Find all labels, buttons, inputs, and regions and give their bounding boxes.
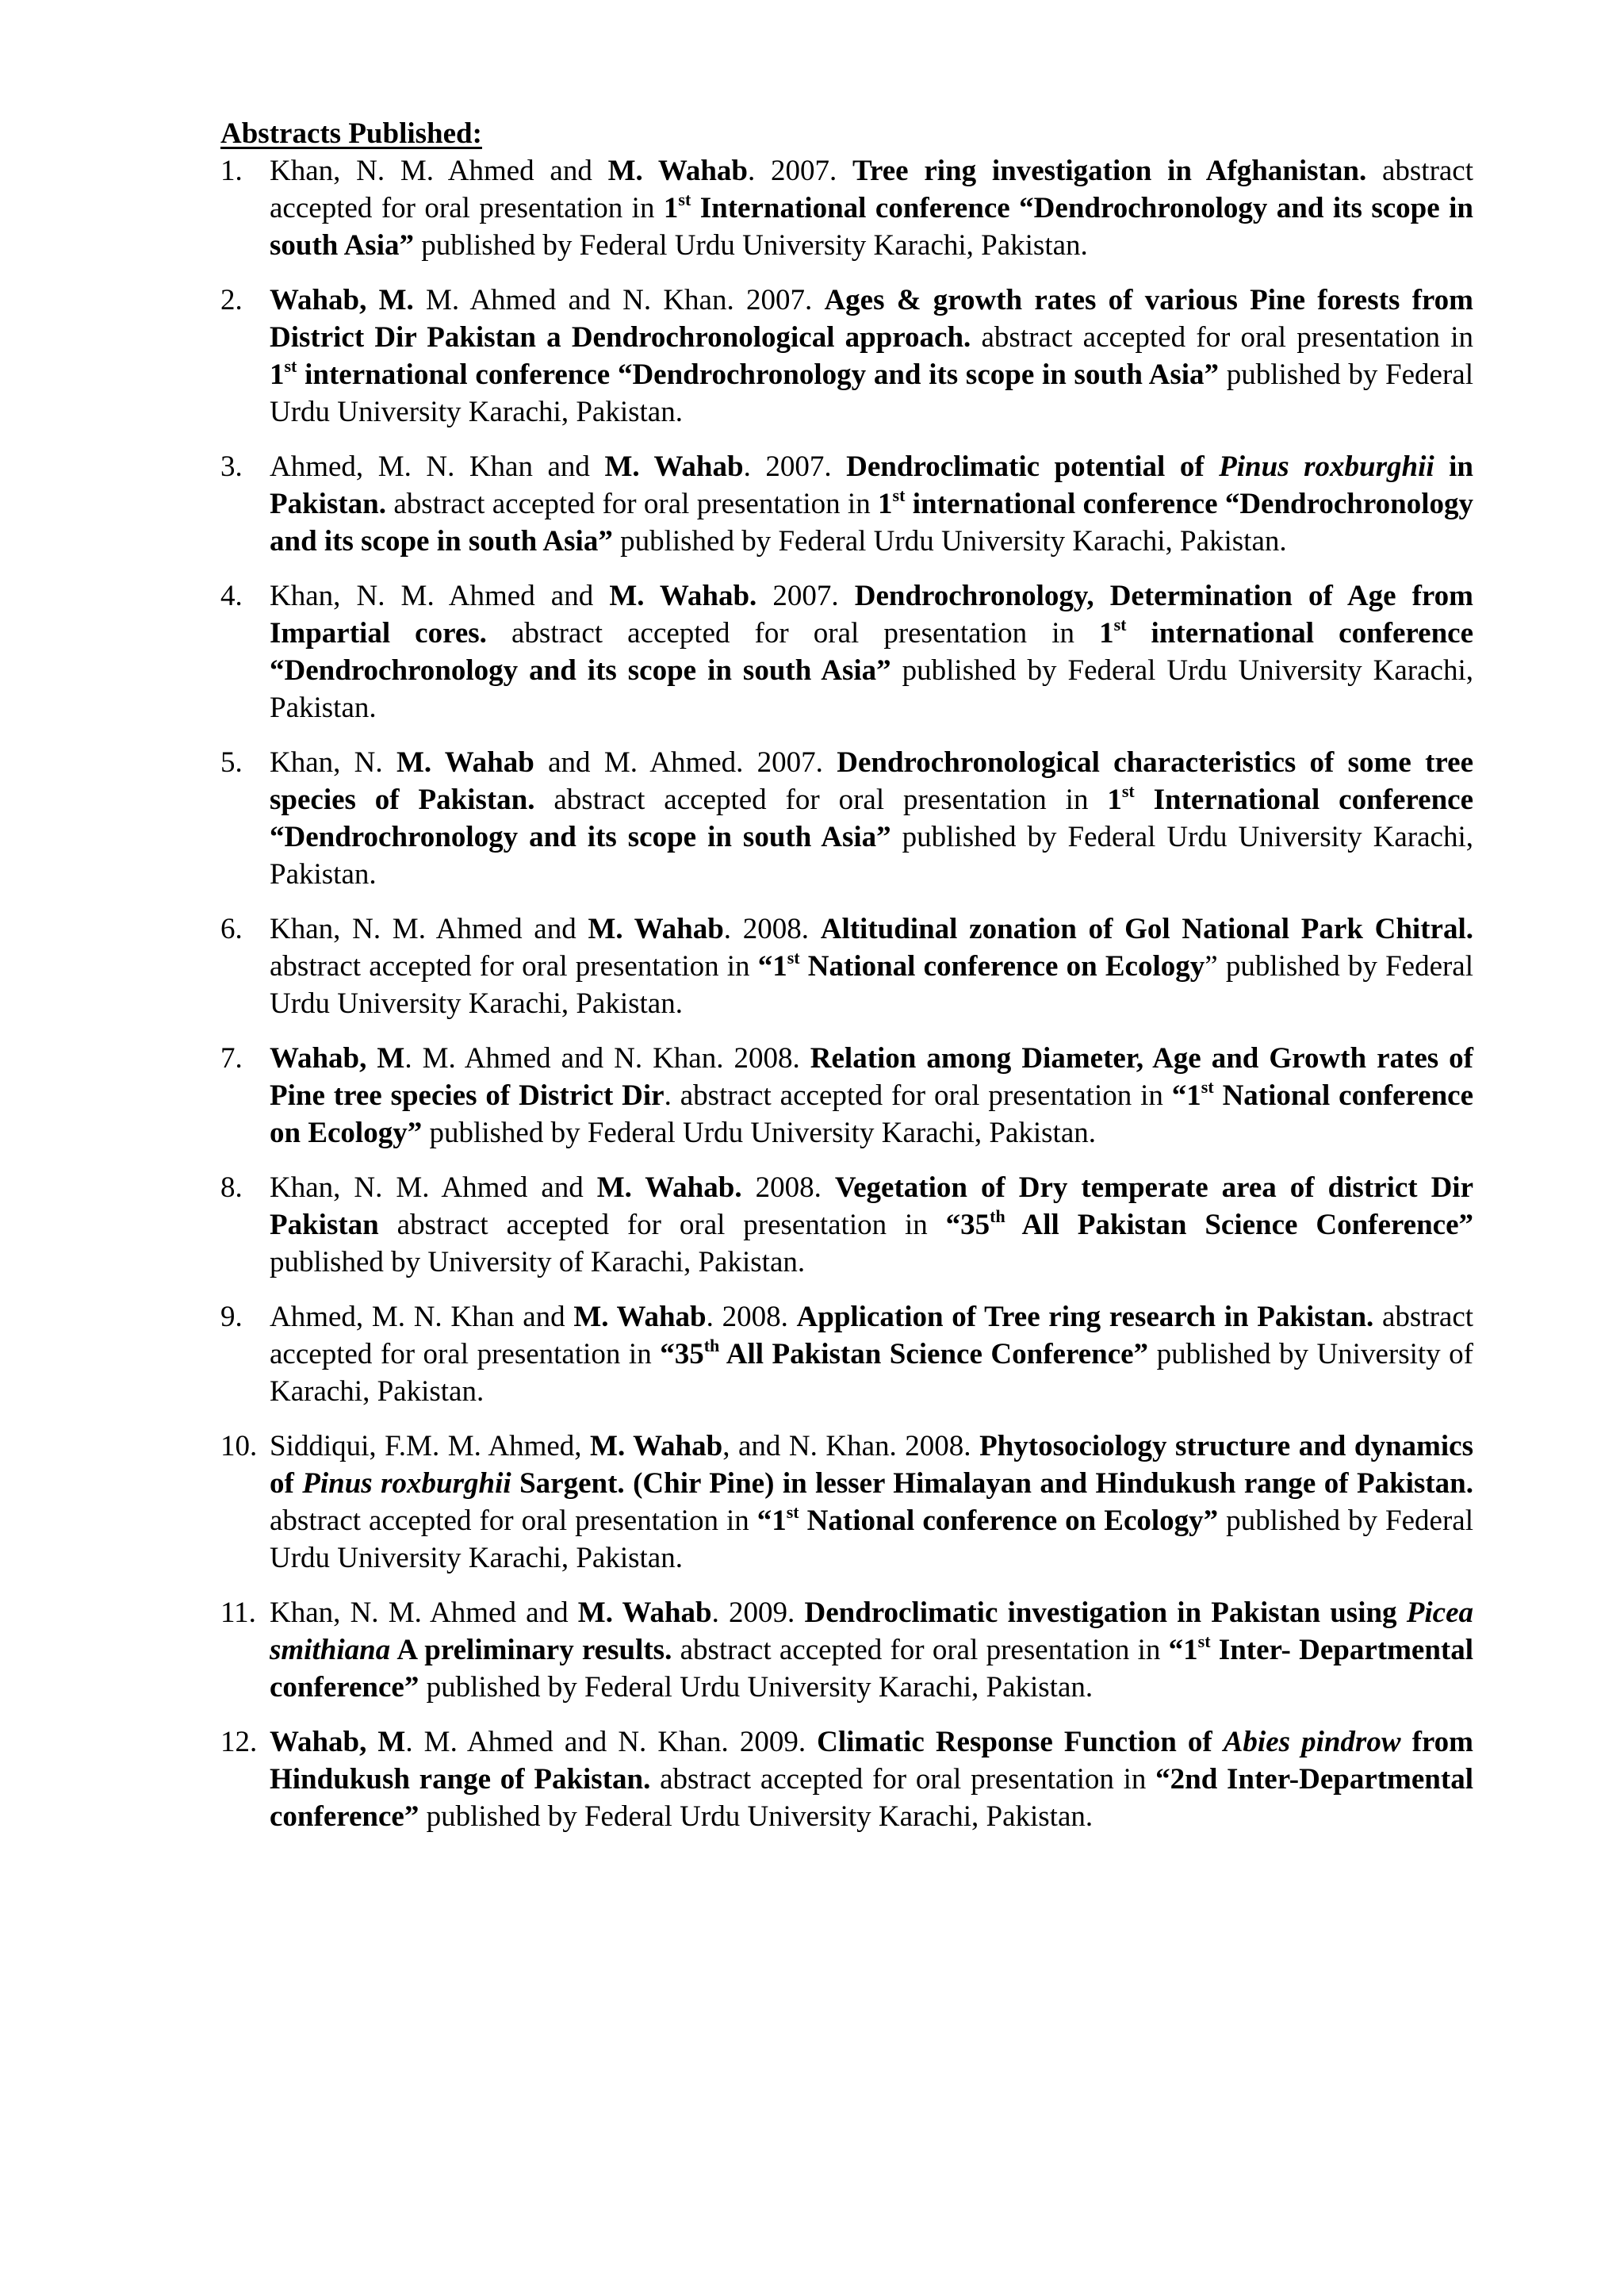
citation-segment: Khan, N. M. Ahmed and — [270, 155, 608, 187]
citation-segment: abstract accepted for oral presentation in — [270, 1301, 1474, 1370]
citation-segment: M. Ahmed and N. Khan. 2007. — [413, 284, 825, 316]
citation-segment: M. Wahab — [604, 450, 744, 483]
citation-segment: National conference on Ecology” — [270, 1079, 1473, 1149]
citation-segment: st — [284, 356, 297, 376]
item-number: 1. — [220, 155, 243, 187]
citation-segment: abstract accepted for oral presentation in — [270, 1504, 757, 1537]
item-number: 8. — [220, 1171, 243, 1204]
citation-segment: Ahmed, M. N. Khan and — [270, 1301, 574, 1333]
citation-segment: published by Federal Urdu University Karachi, Pakistan. — [419, 1800, 1094, 1833]
abstract-item — [220, 1298, 1473, 1410]
citation-segment: published by Federal Urdu University Karachi, Pakistan. — [419, 1671, 1094, 1704]
citation-segment: Dendrochronology, Determination of Age from Impartial cores. — [270, 580, 1473, 650]
citation-segment: Wahab, M. — [270, 284, 414, 316]
citation-segment: Dendroclimatic potential of — [846, 450, 1220, 483]
citation-text — [270, 913, 1473, 1020]
citation-segment: st — [678, 190, 691, 209]
citation-segment: “2nd Inter-Departmental conference” — [270, 1763, 1473, 1833]
citation-segment: Relation among Diameter, Age and Growth rates of Pine tree species of District Dir — [270, 1042, 1473, 1112]
citation-segment: Khan, N. M. Ahmed and — [270, 1171, 597, 1204]
citation-segment: from Hindukush range of Pakistan. — [270, 1726, 1473, 1796]
citation-segment: “1 — [757, 950, 787, 983]
citation-segment: st — [1197, 1631, 1211, 1651]
citation-segment: Siddiqui, F.M. M. Ahmed, — [270, 1430, 591, 1462]
citation-segment: Ages & growth rates of various Pine forests from District Dir Pakistan a Dendrochronological approach. — [270, 284, 1473, 354]
citation-segment: M. Wahab. — [596, 1171, 742, 1204]
item-number: 2. — [220, 284, 243, 316]
abstract-item — [220, 1723, 1473, 1835]
citation-segment: 2007. — [756, 580, 855, 612]
citation-segment: . 2007. — [748, 155, 853, 187]
citation-segment: Ahmed, M. N. Khan and — [270, 450, 605, 483]
item-number: 7. — [220, 1042, 243, 1075]
citation-text — [270, 746, 1473, 891]
abstract-item — [220, 282, 1473, 431]
abstract-item — [220, 577, 1473, 726]
citation-segment: abstract accepted for oral presentation in — [971, 321, 1474, 354]
citation-segment: st — [787, 948, 800, 968]
citation-segment: th — [703, 1336, 720, 1355]
citation-segment: . 2008. — [706, 1301, 797, 1333]
item-number: 3. — [220, 450, 243, 483]
citation-segment: International conference “Dendrochronology and its scope in south Asia” — [270, 192, 1473, 262]
citation-segment: . abstract accepted for oral presentation in — [664, 1079, 1172, 1112]
citation-segment: Altitudinal zonation of Gol National Park Chitral. — [820, 913, 1473, 945]
citation-text — [270, 155, 1473, 262]
abstract-item — [220, 1169, 1473, 1281]
item-number: 11. — [220, 1596, 256, 1629]
citation-segment: th — [990, 1206, 1005, 1226]
citation-segment: published by Federal Urdu University Karachi, Pakistan. — [413, 229, 1088, 262]
abstract-item — [220, 1040, 1473, 1152]
citation-segment: published by Federal Urdu University Karachi, Pakistan. — [270, 821, 1473, 891]
abstract-item — [220, 152, 1473, 264]
citation-segment: abstract accepted for oral presentation in — [486, 617, 1100, 650]
citation-segment: st — [892, 485, 906, 505]
citation-segment: abstract accepted for oral presentation in — [534, 784, 1108, 816]
citation-segment: 1 — [663, 192, 679, 224]
citation-segment: Pinus roxburghii — [302, 1467, 511, 1500]
citation-segment: abstract accepted for oral presentation in — [270, 950, 758, 983]
citation-segment: st — [1201, 1077, 1214, 1097]
citation-segment: Vegetation of Dry temperate area of district Dir Pakistan — [270, 1171, 1473, 1241]
citation-segment: M. Wahab. — [609, 580, 757, 612]
citation-segment: International conference “Dendrochronology and its scope in south Asia” — [270, 784, 1473, 853]
citation-segment: abstract accepted for oral presentation in — [650, 1763, 1156, 1796]
citation-segment: published by University of Karachi, Pakistan. — [270, 1246, 806, 1278]
citation-segment: Phytosociology structure and dynamics of — [270, 1430, 1473, 1500]
citation-segment: and M. Ahmed. 2007. — [534, 746, 837, 779]
citation-segment: abstract accepted for oral presentation in — [386, 488, 879, 520]
citation-segment: st — [1113, 615, 1127, 634]
abstract-item — [220, 910, 1473, 1022]
citation-segment: Pinus roxburghii — [1219, 450, 1434, 483]
citation-segment: ” published by Federal Urdu University Karachi, Pakistan. — [270, 950, 1474, 1020]
citation-text — [270, 1726, 1473, 1833]
citation-segment: “1 — [1171, 1079, 1201, 1112]
citation-segment: M. Wahab — [607, 155, 749, 187]
citation-segment: “35 — [660, 1338, 704, 1370]
citation-segment: published by Federal Urdu University Karachi, Pakistan. — [270, 358, 1474, 428]
citation-text — [270, 1171, 1473, 1278]
citation-text — [270, 1430, 1473, 1574]
citation-text — [270, 580, 1473, 724]
citation-segment: . M. Ahmed and N. Khan. 2008. — [404, 1042, 810, 1075]
abstract-item — [220, 1428, 1473, 1577]
citation-segment: in Pakistan. — [270, 450, 1474, 520]
citation-segment: Wahab, M — [270, 1726, 406, 1758]
citation-segment: M. Wahab — [577, 1596, 712, 1629]
citation-segment: Sargent. (Chir Pine) in lesser Himalayan and Hindukush range of Pakistan. — [511, 1467, 1473, 1500]
citation-segment: M. Wahab — [573, 1301, 707, 1333]
citation-segment: . 2007. — [743, 450, 847, 483]
citation-segment: published by Federal Urdu University Karachi, Pakistan. — [270, 1504, 1474, 1574]
citation-segment: Picea smithiana — [270, 1596, 1473, 1666]
citation-segment: published by Federal Urdu University Karachi, Pakistan. — [612, 525, 1287, 558]
citation-segment: “1 — [756, 1504, 787, 1537]
citation-segment: st — [1121, 781, 1135, 801]
citation-segment: M. Wahab — [588, 913, 724, 945]
citation-text — [270, 284, 1473, 428]
item-number: 5. — [220, 746, 243, 779]
citation-segment: Tree ring investigation in Afghanistan. — [852, 155, 1367, 187]
citation-segment: Khan, N. M. Ahmed and — [270, 913, 588, 945]
citation-segment: published by University of Karachi, Pakistan. — [270, 1338, 1473, 1408]
citation-segment: “35 — [945, 1209, 990, 1241]
item-number: 6. — [220, 913, 243, 945]
citation-segment: Dendroclimatic investigation in Pakistan using — [804, 1596, 1407, 1629]
citation-segment: 1 — [270, 358, 285, 391]
citation-segment: 1 — [878, 488, 893, 520]
abstract-item — [220, 1594, 1473, 1706]
item-number: 4. — [220, 580, 243, 612]
citation-segment: abstract accepted for oral presentation in — [378, 1209, 946, 1241]
citation-segment: Abies pindrow — [1223, 1726, 1401, 1758]
citation-text — [270, 450, 1473, 558]
citation-segment: Dendrochronological characteristics of some tree species of Pakistan. — [270, 746, 1473, 816]
citation-segment: M. Wahab — [396, 746, 534, 779]
citation-segment: . 2008. — [723, 913, 821, 945]
citation-segment: Khan, N. M. Ahmed and — [270, 1596, 578, 1629]
citation-segment: “1 — [1168, 1634, 1198, 1666]
citation-segment: . 2009. — [711, 1596, 805, 1629]
item-number: 12. — [220, 1726, 258, 1758]
citation-segment: All Pakistan Science Conference” — [1005, 1209, 1474, 1241]
citation-segment: published by Federal Urdu University Karachi, Pakistan. — [270, 654, 1473, 724]
citation-segment: Khan, N. — [270, 746, 396, 779]
citation-text — [270, 1596, 1473, 1704]
abstract-item — [220, 744, 1473, 893]
citation-segment: National conference on Ecology — [799, 950, 1205, 983]
citation-segment: Inter- Departmental conference” — [270, 1634, 1473, 1704]
item-number: 9. — [220, 1301, 243, 1333]
citation-segment: published by Federal Urdu University Karachi, Pakistan. — [422, 1117, 1097, 1149]
citation-segment: abstract accepted for oral presentation in — [270, 155, 1474, 224]
citation-text — [270, 1042, 1473, 1149]
citation-segment: , and N. Khan. 2008. — [722, 1430, 980, 1462]
abstract-item — [220, 448, 1473, 560]
citation-segment: M. Wahab — [590, 1430, 723, 1462]
citation-segment: Climatic Response Function of — [817, 1726, 1224, 1758]
abstract-list — [220, 152, 1473, 1853]
citation-segment: international conference “Dendrochronology and its scope in south Asia” — [270, 488, 1473, 558]
citation-segment: international conference “Dendrochronology and its scope in south Asia” — [270, 617, 1473, 687]
citation-segment: international conference “Dendrochronology and its scope in south Asia” — [297, 358, 1220, 391]
citation-segment: 1 — [1099, 617, 1114, 650]
citation-segment: abstract accepted for oral presentation in — [672, 1634, 1169, 1666]
citation-segment: Wahab, M — [270, 1042, 405, 1075]
citation-segment: 1 — [1107, 784, 1122, 816]
citation-segment: Khan, N. M. Ahmed and — [270, 580, 610, 612]
section-heading: Abstracts Published: — [220, 117, 482, 150]
citation-segment: 2008. — [741, 1171, 835, 1204]
citation-segment: st — [786, 1502, 799, 1522]
citation-segment: Application of Tree ring research in Pakistan. — [796, 1301, 1374, 1333]
citation-segment: National conference on Ecology” — [799, 1504, 1219, 1537]
citation-segment: All Pakistan Science Conference” — [719, 1338, 1149, 1370]
citation-text — [270, 1301, 1473, 1408]
item-number: 10. — [220, 1430, 258, 1462]
citation-segment: . M. Ahmed and N. Khan. 2009. — [405, 1726, 818, 1758]
citation-segment: A preliminary results. — [390, 1634, 672, 1666]
